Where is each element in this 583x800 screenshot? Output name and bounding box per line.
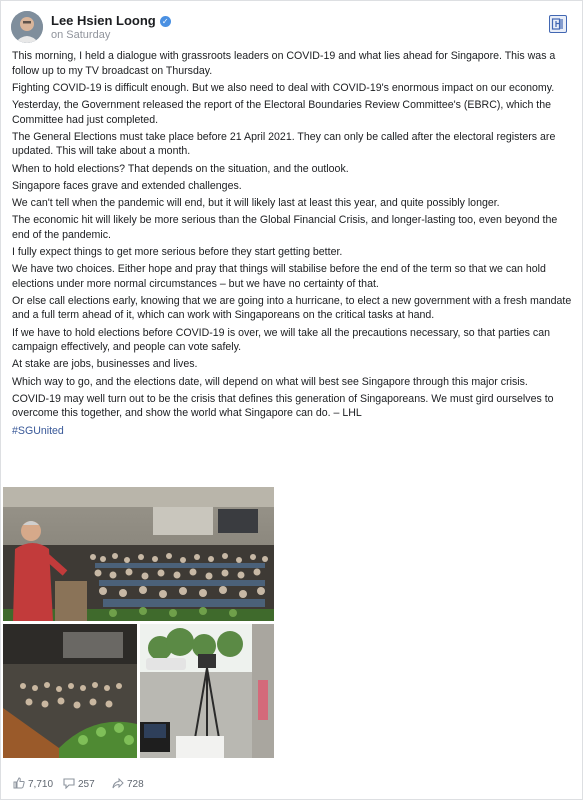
comments-stat[interactable] xyxy=(63,777,95,790)
post-paragraph: Or else call elections early, knowing that we are going into a hurricane, to elect a new government with a fresh mandate and a full term ahead of it, which can work with Singaporeans on the critical tasks at hand. xyxy=(12,294,572,322)
post-paragraph: If we have to hold elections before COVID-19 is over, we will take all the precautions necessary, so that parties can campaign effectively, and people can vote safely. xyxy=(12,326,551,354)
post-paragraph: This morning, I held a dialogue with grassroots leaders on COVID-19 and what lies ahead for Singapore. This was a follow up to my TV broadcast on Thursday. xyxy=(12,50,556,77)
hashtag-link[interactable]: #SGUnited xyxy=(12,424,64,437)
author-name[interactable]: Lee Hsien Loong xyxy=(51,13,156,28)
shares-stat[interactable] xyxy=(112,777,144,790)
post-text xyxy=(12,49,572,438)
post-paragraph: I fully expect things to get more serious before they start getting better. xyxy=(12,245,343,258)
comments-count: 257 xyxy=(78,779,95,790)
post-paragraph: The economic hit will likely be more serious than the Global Financial Crisis, and longer-lasting too, even beyond the end of the pandemic. xyxy=(12,214,558,241)
post-paragraph: COVID-19 may well turn out to be the crisis that defines this generation of Singaporeans. We must gird ourselves to overcome this together, and show the world what Singapore can do. – LHL xyxy=(12,392,554,420)
reactions-count: 7,710 xyxy=(28,779,54,790)
post-paragraph: Singapore faces grave and extended challenges. xyxy=(12,179,242,192)
seated-audience-photo[interactable] xyxy=(3,624,137,758)
author-name-line xyxy=(51,13,171,28)
reactions-stat[interactable] xyxy=(13,777,53,790)
post-paragraph: When to hold elections? That depends on the situation, and the outlook. xyxy=(12,162,349,175)
comment-icon xyxy=(63,777,75,789)
shares-count: 728 xyxy=(127,779,144,790)
post-paragraph: At stake are jobs, businesses and lives. xyxy=(12,358,198,371)
post-paragraph: The General Elections must take place before 21 April 2021. They can only be called after the electoral registers are updated. This will take about a month. xyxy=(12,130,556,158)
post-header xyxy=(11,11,571,43)
post-paragraph: Fighting COVID-19 is difficult enough. But we also need to deal with COVID-19's enormous impact on our economy. xyxy=(12,81,555,94)
post-timestamp[interactable]: on Saturday xyxy=(51,29,111,41)
post-stats-bar xyxy=(13,777,573,793)
post-paragraph: Which way to go, and the elections date, will depend on what will best see Singapore through this major crisis. xyxy=(12,375,528,388)
camera-setup-photo[interactable] xyxy=(140,624,274,758)
like-icon xyxy=(13,777,25,789)
share-icon xyxy=(112,777,124,789)
author-avatar[interactable] xyxy=(11,11,43,43)
verified-badge-icon: ✓ xyxy=(160,16,171,27)
facebook-logo-icon[interactable] xyxy=(549,15,567,33)
post-paragraph: We can't tell when the pandemic will end, but it will likely last at least this year, and quite possibly longer. xyxy=(12,196,500,209)
post-paragraph: We have two choices. Either hope and pray that things will stabilise before the end of the term so that we can hold elections under more normal circumstances – but we have no certainty of that. xyxy=(12,263,546,290)
post-paragraph: Yesterday, the Government released the report of the Electoral Boundaries Review Committee's (EBRC), which the Committee had just completed. xyxy=(12,98,552,126)
dialogue-hall-photo[interactable] xyxy=(3,487,274,621)
